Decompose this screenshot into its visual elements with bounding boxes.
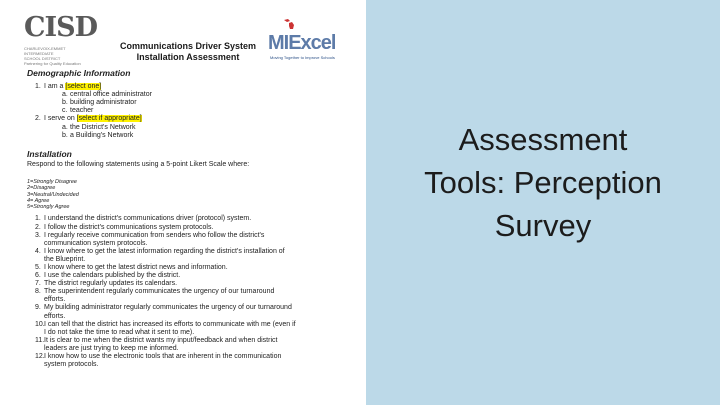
statement-text: I use the calendars published by the district.	[44, 272, 181, 280]
statement-item-continued	[44, 256, 362, 264]
statement-number: 9.	[35, 304, 41, 312]
installation-heading: Installation	[27, 148, 72, 159]
statement-item	[27, 321, 362, 329]
michigan-map-icon	[282, 18, 296, 30]
statement-item	[27, 288, 362, 296]
statement-text: I know where to get the latest information regarding the district's installation of	[44, 247, 285, 255]
q1-option-c: c. teacher	[62, 107, 94, 115]
statement-number: 3.	[35, 231, 41, 239]
statement-text: the Blueprint.	[44, 255, 86, 263]
q1-option-a: a. central office administrator	[62, 91, 152, 99]
statement-item	[27, 353, 362, 361]
form-title: Communications Driver System Installation Assessment	[119, 41, 257, 62]
select-one-highlight: [select one]	[65, 83, 102, 91]
statement-text: My building administrator regularly communicates the urgency of our turnaround	[44, 304, 292, 312]
q2-option-b: b. a Building's Network	[62, 131, 134, 139]
statement-item-continued	[44, 296, 362, 304]
title-panel	[366, 0, 720, 405]
question-2: 2. I serve on [select if appropriate]	[35, 115, 142, 123]
statement-number: 10.	[35, 320, 45, 328]
statement-number: 5.	[35, 263, 41, 271]
statement-text: The district regularly updates its calendars.	[44, 280, 178, 288]
statement-number: 2.	[35, 223, 41, 231]
statement-text: I regularly receive communication from senders who follow the district's	[44, 231, 265, 239]
statement-text: The superintendent regularly communicates the urgency of our turnaround	[44, 288, 275, 296]
q2-option-a: a. the District's Network	[62, 123, 136, 131]
likert-intro: Respond to the following statements using a 5-point Likert Scale where:	[27, 160, 250, 168]
slide-title: Assessment Tools: Perception Survey	[424, 122, 662, 243]
statement-number: 11.	[35, 336, 45, 344]
statement-text: efforts.	[44, 312, 66, 320]
statement-number: 4.	[35, 247, 41, 255]
statement-item	[27, 337, 362, 345]
statement-item-continued	[44, 329, 362, 337]
cisd-logo-text: CISD	[24, 12, 98, 43]
statement-text: I know how to use the electronic tools that are inherent in the communication	[44, 353, 282, 361]
statement-text: efforts.	[44, 296, 66, 304]
statement-item	[27, 215, 362, 223]
statement-number: 12.	[35, 353, 45, 361]
select-if-appropriate-highlight: [select if appropriate]	[76, 115, 142, 123]
statement-item	[27, 272, 362, 280]
statement-text: I understand the district's communications driver (protocol) system.	[44, 215, 252, 223]
miexcel-logo-text: MIExcel	[268, 32, 336, 54]
question-1: 1. I am a [select one]	[35, 83, 102, 91]
miexcel-tagline: Moving Together to Improve Schools	[270, 55, 335, 60]
statement-text: system protocols.	[44, 361, 99, 369]
statement-text: I follow the district's communications system protocols.	[44, 223, 214, 231]
statement-number: 8.	[35, 288, 41, 296]
statement-item	[27, 264, 362, 272]
cisd-logo	[24, 12, 114, 66]
statement-text: I do not take the time to read what it sent to me).	[44, 328, 195, 336]
statement-text: leaders are just trying to keep me informed.	[44, 344, 179, 352]
statement-item-continued	[44, 345, 362, 353]
likert-scale: 1=Strongly Disagree 2=Disagree 3=Neutral/Undecided 4= Agree 5=Strongly Agree	[27, 178, 79, 211]
q1-option-b: b. building administrator	[62, 99, 137, 107]
statement-item	[27, 280, 362, 288]
miexcel-logo	[268, 18, 348, 66]
statement-number: 7.	[35, 280, 41, 288]
cisd-logo-subtext: CHARLEVOIX-EMMET INTERMEDIATE SCHOOL DISTRICT Partnering for Quality Education	[24, 46, 81, 66]
survey-content	[27, 69, 362, 369]
statement-text: communication system protocols.	[44, 239, 148, 247]
statement-item-continued	[44, 240, 362, 248]
statement-text: I can tell that the district has increased its efforts to communicate with me (even if	[44, 320, 296, 328]
statement-item-continued	[44, 361, 362, 369]
statement-number: 6.	[35, 272, 41, 280]
statement-number: 1.	[35, 215, 41, 223]
demographic-heading: Demographic Information	[27, 68, 131, 78]
statement-text: It is clear to me when the district wants my input/feedback and when district	[44, 336, 278, 344]
statement-list	[27, 215, 362, 369]
statement-item	[27, 304, 362, 312]
statement-item	[27, 232, 362, 240]
statement-item	[27, 224, 362, 232]
statement-item	[27, 248, 362, 256]
statement-item-continued	[44, 313, 362, 321]
statement-text: I know where to get the latest district news and information.	[44, 263, 228, 271]
